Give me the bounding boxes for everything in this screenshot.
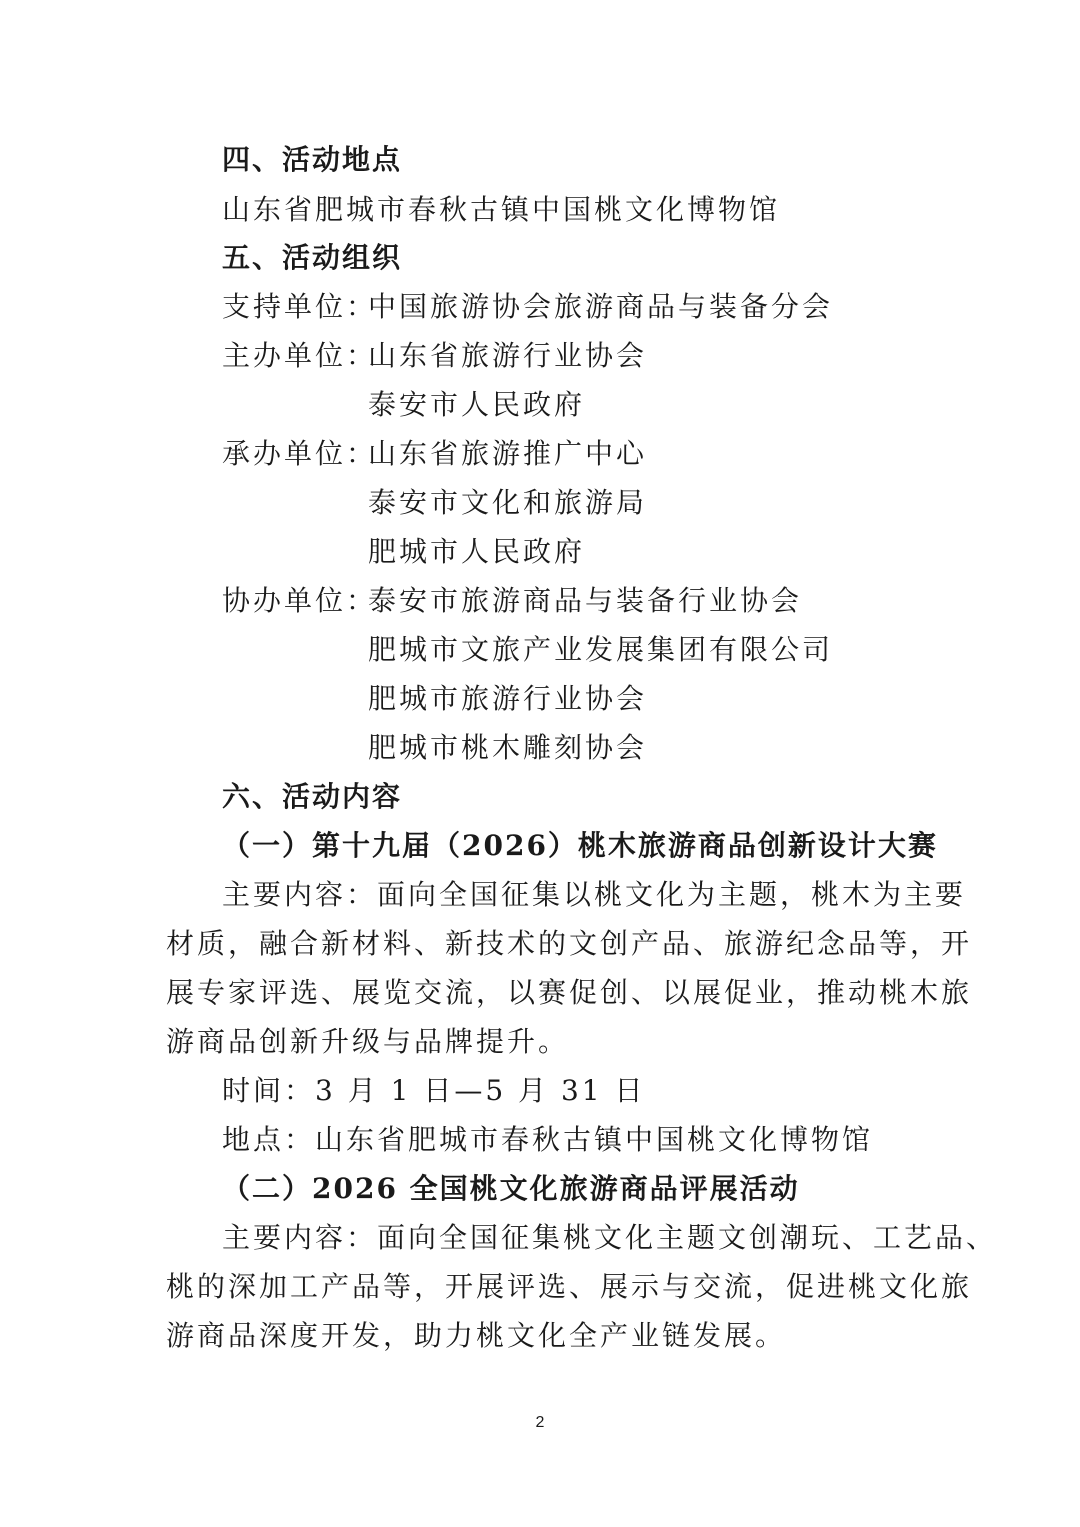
section-6-heading: 六、活动内容 [222, 780, 403, 813]
subsection-2-paragraph-line: 主要内容：面向全国征集桃文化主题文创潮玩、工艺品、 [222, 1221, 998, 1254]
host-unit: 山东省旅游行业协会 [368, 339, 648, 372]
assist-unit: 肥城市文旅产业发展集团有限公司 [368, 633, 834, 666]
support-label: 支持单位： [222, 290, 378, 323]
page-number: 2 [535, 1414, 545, 1431]
section-5-heading: 五、活动组织 [222, 241, 403, 274]
organizer-label: 承办单位： [222, 437, 378, 470]
organizer-unit: 肥城市人民政府 [368, 535, 586, 568]
subsection-1-paragraph-line: 材质，融合新材料、新技术的文创产品、旅游纪念品等，开 [166, 927, 973, 960]
host-label: 主办单位： [222, 339, 378, 372]
section-4-location: 山东省肥城市春秋古镇中国桃文化博物馆 [222, 193, 781, 226]
support-unit: 中国旅游协会旅游商品与装备分会 [368, 290, 834, 323]
assist-label: 协办单位： [222, 584, 378, 617]
subsection-2-paragraph-line: 桃的深加工产品等，开展评选、展示与交流，促进桃文化旅 [166, 1270, 973, 1303]
subsection-1-heading: （一）第十九届（2026）桃木旅游商品创新设计大赛 [222, 829, 938, 862]
organizer-unit: 泰安市文化和旅游局 [368, 486, 648, 519]
subsection-1-paragraph-line: 游商品创新升级与品牌提升。 [166, 1025, 570, 1058]
subsection-2-paragraph-line: 游商品深度开发，助力桃文化全产业链发展。 [166, 1319, 787, 1352]
organizer-unit: 山东省旅游推广中心 [368, 437, 648, 470]
section-4-heading: 四、活动地点 [222, 143, 403, 176]
assist-unit: 肥城市桃木雕刻协会 [368, 731, 648, 764]
assist-unit: 肥城市旅游行业协会 [368, 682, 648, 715]
subsection-1-paragraph-line: 主要内容：面向全国征集以桃文化为主题，桃木为主要 [222, 878, 967, 911]
host-unit: 泰安市人民政府 [368, 388, 586, 421]
subsection-1-paragraph-line: 展专家评选、展览交流，以赛促创、以展促业，推动桃木旅 [166, 976, 973, 1009]
subsection-1-place: 地点：山东省肥城市春秋古镇中国桃文化博物馆 [222, 1123, 874, 1156]
subsection-1-time: 时间：3 月 1 日—5 月 31 日 [222, 1074, 646, 1107]
assist-unit: 泰安市旅游商品与装备行业协会 [368, 584, 803, 617]
subsection-2-heading: （二）2026 全国桃文化旅游商品评展活动 [222, 1172, 800, 1205]
